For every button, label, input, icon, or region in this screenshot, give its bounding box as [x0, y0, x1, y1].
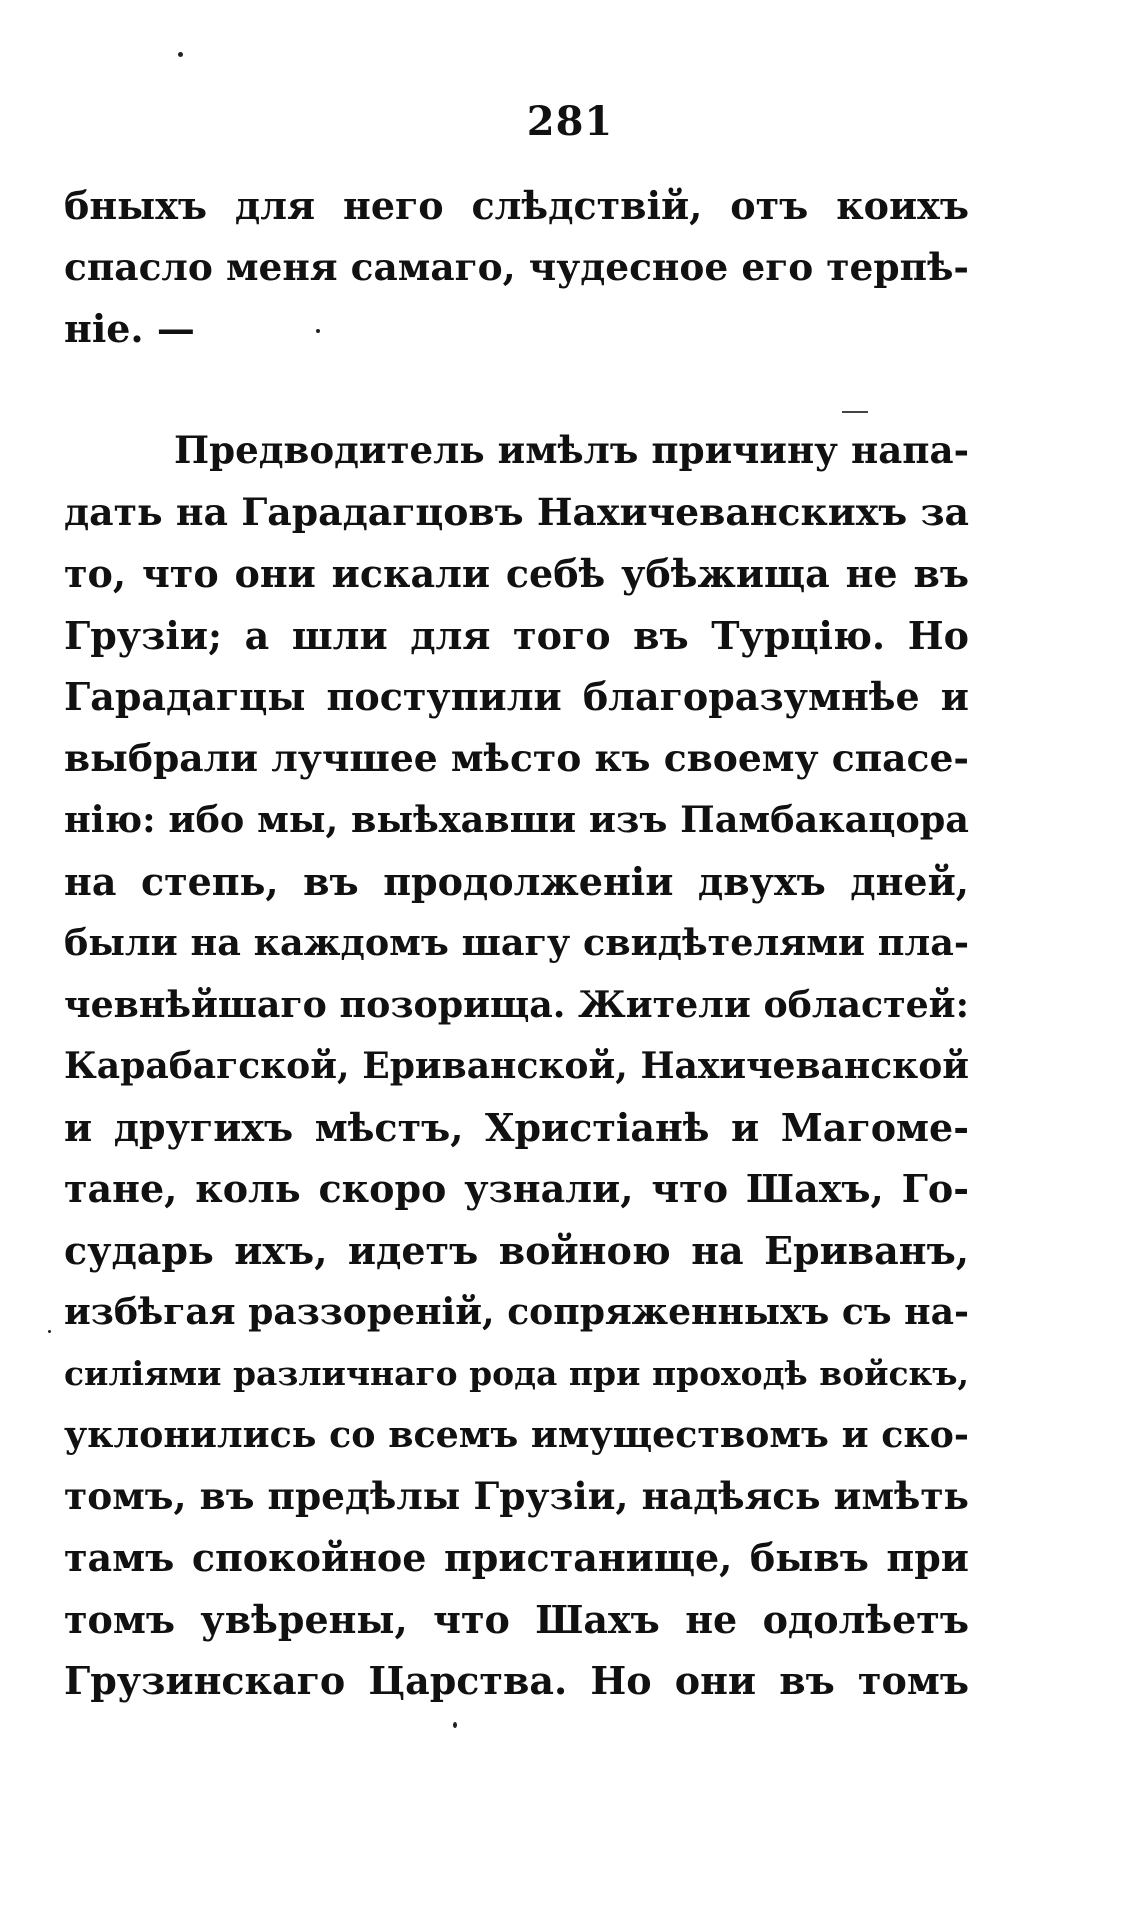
- text-line: чевнѣйшаго позорища. Жители областей:: [64, 982, 969, 1026]
- text-line: силіями различнаго рода при проходѣ войскъ,: [64, 1353, 969, 1393]
- text-line: Грузіи; а шли для того въ Турцію. Но: [64, 612, 969, 658]
- text-line: тане, коль скоро узнали, что Шахъ, Го-: [64, 1166, 969, 1211]
- paragraph-continued: [64, 175, 969, 360]
- scan-speck: [316, 329, 320, 333]
- text-line: томъ увѣрены, что Шахъ не одолѣетъ: [64, 1596, 969, 1642]
- text-line: Грузинскаго Царства. Но они въ томъ: [64, 1658, 969, 1703]
- paragraph-main: [64, 420, 969, 1712]
- text-line: нію: ибо мы, выѣхавши изъ Памбакацора: [64, 798, 969, 841]
- scan-speck: [48, 1330, 51, 1333]
- text-line: и другихъ мѣстъ, Христіанѣ и Магоме-: [64, 1104, 969, 1150]
- text-line: Предводитель имѣлъ причину напа-: [174, 428, 969, 472]
- text-line: дать на Гарадагцовъ Нахичеванскихъ за: [64, 489, 969, 534]
- text-line: тамъ спокойное пристанище, бывъ при: [64, 1535, 969, 1580]
- text-line: Гарадагцы поступили благоразумнѣе и: [64, 674, 969, 719]
- text-line: уклонились со всемъ имуществомъ и ско-: [64, 1413, 969, 1456]
- text-line: томъ, въ предѣлы Грузіи, надѣясь имѣть: [64, 1473, 969, 1518]
- text-line: на степь, въ продолженіи двухъ дней,: [64, 858, 969, 904]
- text-line: бныхъ для него слѣдствій, отъ коихъ: [64, 183, 969, 228]
- scan-mark: [842, 411, 868, 413]
- text-line: ніе. —: [64, 306, 195, 351]
- text-line: спасло меня самаго, чудесное его терпѣ-: [64, 244, 969, 289]
- text-line: Карабагской, Ериванской, Нахичеванской: [64, 1044, 969, 1087]
- text-line: были на каждомъ шагу свидѣтелями пла-: [64, 921, 969, 964]
- text-line: то, что они искали себѣ убѣжища не въ: [64, 551, 969, 596]
- text-line: избѣгая раззореній, сопряженныхъ съ на-: [64, 1290, 969, 1333]
- scan-speck: [453, 1722, 457, 1728]
- text-line: сударь ихъ, идетъ войною на Ериванъ,: [64, 1227, 969, 1273]
- page-number: 281: [526, 98, 614, 145]
- text-line: выбрали лучшее мѣсто къ своему спасе-: [64, 735, 969, 780]
- scan-speck: [178, 52, 183, 57]
